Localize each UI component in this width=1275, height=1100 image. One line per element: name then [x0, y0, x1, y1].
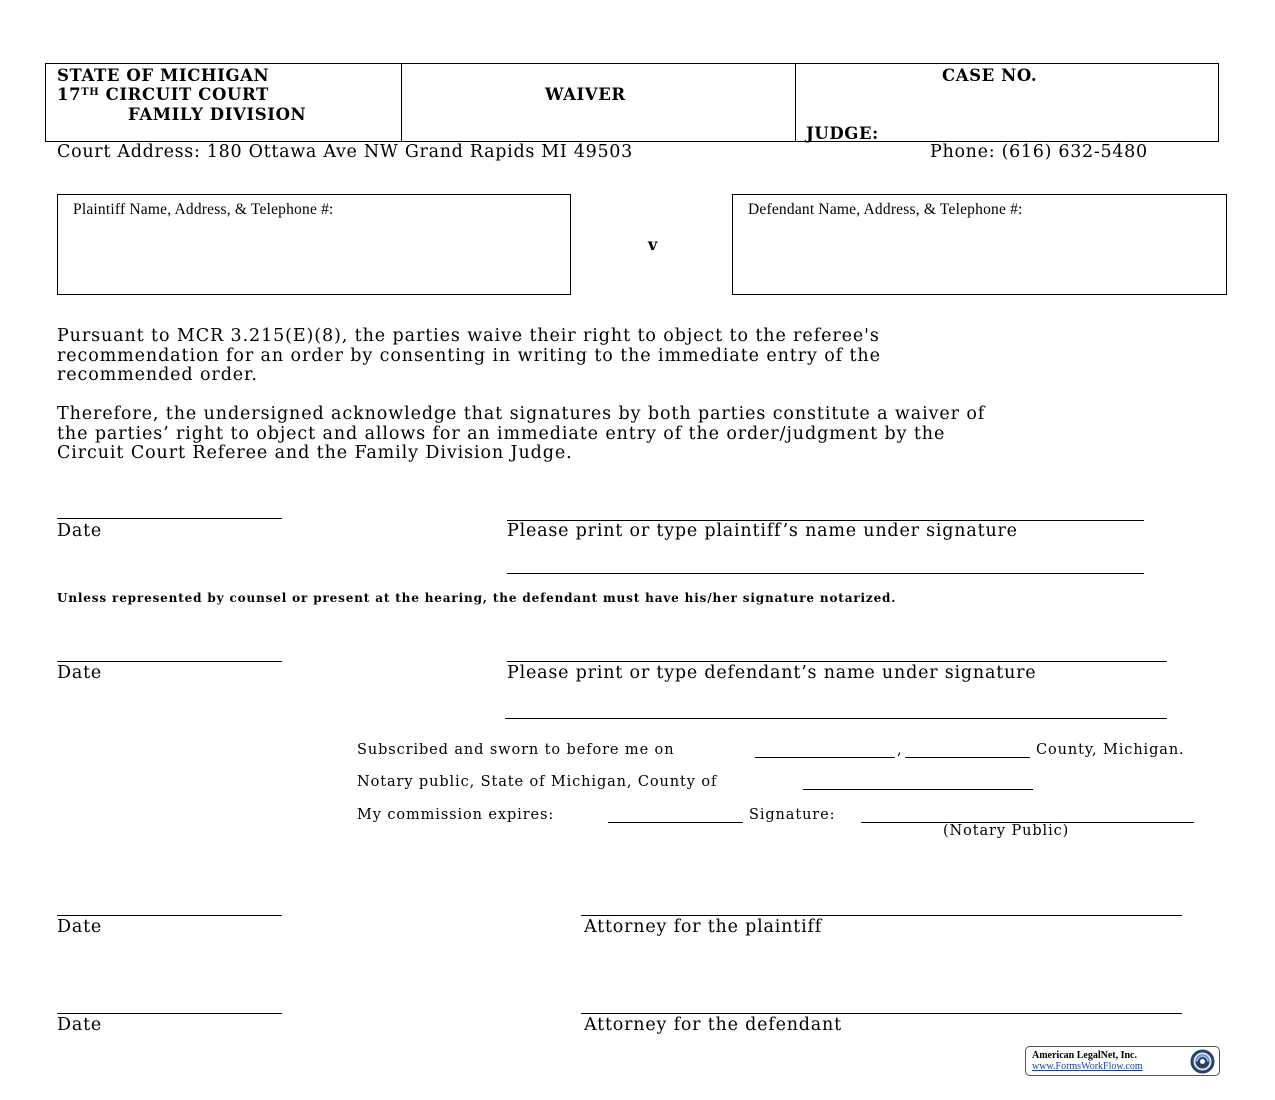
versus-label: v — [648, 235, 658, 254]
logo-url-link[interactable]: www.FormsWorkFlow.com — [1032, 1061, 1143, 1072]
attorney-plaintiff-date-label: Date — [57, 917, 103, 937]
plaintiff-date-label: Date — [57, 521, 103, 541]
court-address: Court Address: 180 Ottawa Ave NW Grand Rapids MI 49503 — [57, 142, 633, 162]
paragraph-2-line: Therefore, the undersigned acknowledge that signatures by both parties constitute a waiver of — [57, 404, 986, 424]
american-legalnet-logo — [1025, 1046, 1220, 1076]
comma: , — [897, 742, 903, 758]
judge-label: JUDGE: — [806, 124, 879, 143]
court-number: 17 — [57, 85, 82, 104]
defendant-printed-name-line[interactable] — [505, 718, 1167, 719]
court-info-cell — [46, 64, 402, 141]
attorney-plaintiff-date-line[interactable] — [57, 915, 282, 916]
paragraph-1-line: Pursuant to MCR 3.215(E)(8), the parties waive their right to object to the referee's — [57, 326, 880, 346]
commission-expires-line[interactable] — [608, 822, 743, 823]
notary-county-label: Notary public, State of Michigan, County of — [357, 774, 718, 790]
sworn-date-line[interactable] — [755, 757, 895, 758]
sworn-suffix: County, Michigan. — [1036, 742, 1185, 758]
form-title: WAIVER — [545, 85, 626, 104]
defendant-print-label: Please print or type defendant’s name under signature — [507, 663, 1037, 683]
paragraph-2-line: the parties’ right to object and allows for an immediate entry of the order/judgment by the — [57, 423, 946, 444]
plaintiff-date-line[interactable] — [57, 518, 282, 519]
attorney-defendant-label: Attorney for the defendant — [584, 1015, 842, 1035]
defendant-label: Defendant Name, Address, & Telephone #: — [748, 201, 1023, 218]
waiver-paragraph-2 — [57, 405, 1232, 464]
paragraph-2-line: Circuit Court Referee and the Family Division Judge. — [57, 443, 573, 463]
plaintiff-box[interactable] — [57, 194, 571, 295]
court-number-suffix: TH — [81, 87, 100, 98]
court-state: STATE OF MICHIGAN — [57, 66, 270, 85]
attorney-plaintiff-label: Attorney for the plaintiff — [584, 917, 823, 937]
plaintiff-printed-name-line[interactable] — [507, 573, 1144, 574]
plaintiff-label: Plaintiff Name, Address, & Telephone #: — [73, 201, 334, 218]
court-name: CIRCUIT COURT — [105, 85, 269, 104]
case-no-label: CASE NO. — [942, 66, 1038, 85]
sworn-prefix: Subscribed and sworn to before me on — [357, 742, 675, 758]
sworn-county-line[interactable] — [905, 757, 1030, 758]
defendant-box[interactable] — [732, 194, 1227, 295]
attorney-defendant-date-label: Date — [57, 1015, 103, 1035]
notary-county-line[interactable] — [803, 789, 1033, 790]
defendant-signature-line[interactable] — [507, 661, 1167, 662]
waiver-paragraph-1 — [57, 327, 1232, 386]
notary-signature-label: Signature: — [749, 807, 836, 823]
defendant-date-line[interactable] — [57, 661, 282, 662]
globe-icon — [1189, 1048, 1216, 1075]
paragraph-1-line: recommended order. — [57, 365, 258, 385]
attorney-defendant-signature-line[interactable] — [581, 1013, 1182, 1014]
notary-caption: (Notary Public) — [943, 823, 1070, 839]
paragraph-1-line: recommendation for an order by consenting in writing to the immediate entry of the — [57, 345, 881, 366]
logo-company: American LegalNet, Inc. — [1032, 1050, 1137, 1061]
case-info-cell — [796, 64, 1218, 141]
notarize-notice: Unless represented by counsel or present at the hearing, the defendant must have his/her signature notarized. — [57, 591, 897, 605]
case-caption-table — [45, 63, 1219, 142]
court-phone: Phone: (616) 632-5480 — [930, 142, 1148, 162]
plaintiff-print-label: Please print or type plaintiff’s name under signature — [507, 521, 1018, 541]
form-title-cell — [402, 64, 796, 141]
defendant-date-label: Date — [57, 663, 103, 683]
attorney-defendant-date-line[interactable] — [57, 1013, 282, 1014]
attorney-plaintiff-signature-line[interactable] — [581, 915, 1182, 916]
court-division: FAMILY DIVISION — [128, 105, 307, 124]
commission-expires-label: My commission expires: — [357, 807, 555, 823]
